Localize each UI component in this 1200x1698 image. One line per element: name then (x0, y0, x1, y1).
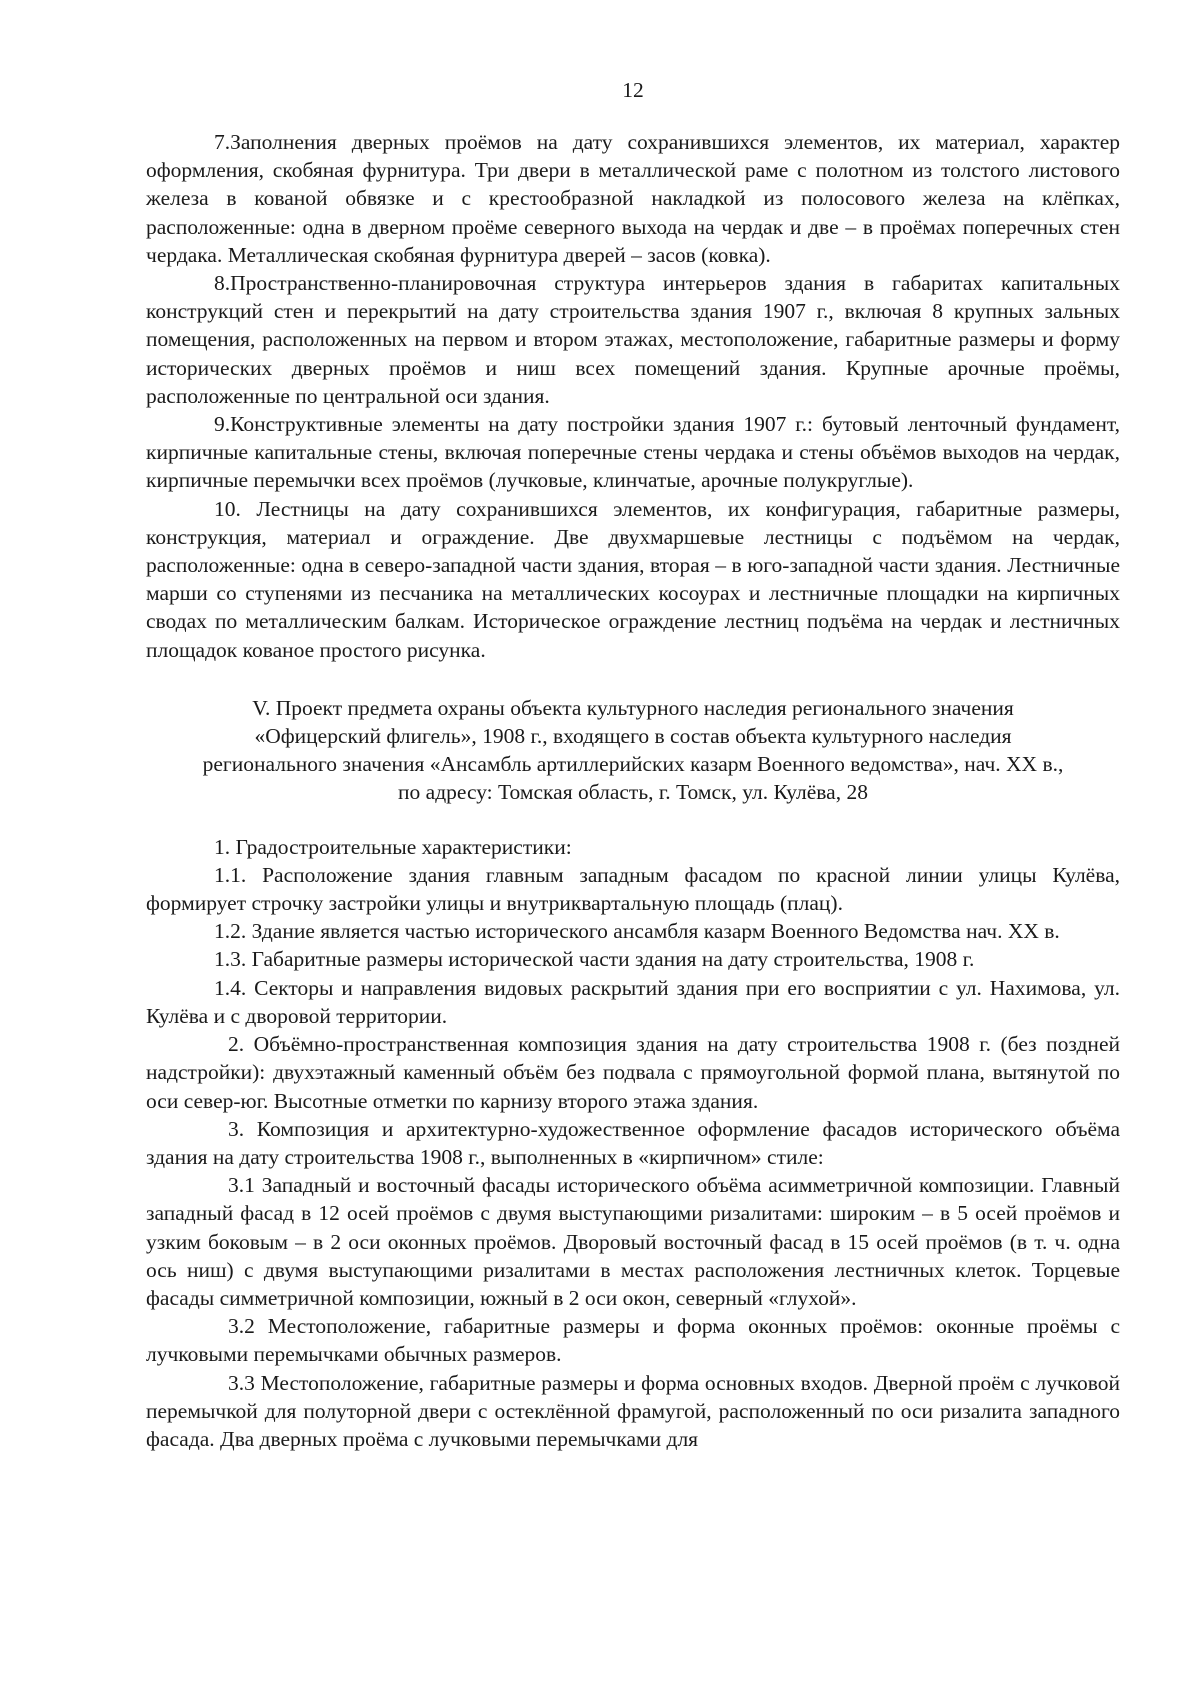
section-heading-line-1: V. Проект предмета охраны объекта культурного наследия регионального значения (252, 695, 1014, 720)
paragraph-1-2: 1.2. Здание является частью исторического ансамбля казарм Военного Ведомства нач. XX в. (214, 919, 1060, 944)
section-heading-line-3: регионального значения «Ансамбль артиллерийских казарм Военного ведомства», нач. XX в., (202, 752, 1064, 777)
paragraph-item-10: 10. Лестницы на дату сохранившихся элементов, их конфигурация, габаритные размеры, конструкция, материал и ограждение. Две двухмаршевые лестницы с подъёмом на чердак, расположенные: одна в северо-западной части здания, вторая – в юго-западной части здания. Лестничные марши со ступенями из песчаника на металлических косоурах и лестничные площадки на кирпичных сводах по металлическим балкам. Историческое ограждение лестниц подъёма на чердак и лестничных площадок кованое простого рисунка. (146, 496, 1120, 662)
paragraph-3-2: 3.2 Местоположение, габаритные размеры и форма оконных проёмов: оконные проёмы с лучковыми перемычками обычных размеров. (146, 1314, 1120, 1367)
paragraph-1-4: 1.4. Секторы и направления видовых раскрытий здания при его восприятии с ул. Нахимова, ул. Кулёва и с дворовой территории. (146, 975, 1120, 1028)
paragraph-1-1: 1.1. Расположение здания главным западным фасадом по красной линии улицы Кулёва, формирует строчку застройки улицы и внутриквартальную площадь (плац). (146, 862, 1120, 916)
paragraph-3-3: 3.3 Местоположение, габаритные размеры и форма основных входов. Дверной проём с лучковой перемычкой для полуторной двери с остеклённой фрамугой, расположенный по оси ризалита западного фасада. Два дверных проёма с лучковыми перемычками для (146, 1370, 1120, 1451)
section-heading-line-4: по адресу: Томская область, г. Томск, ул. Кулёва, 28 (398, 780, 868, 805)
section-heading (146, 694, 1120, 807)
paragraph-item-8: 8.Пространственно-планировочная структура интерьеров здания в габаритах капитальных конструкций стен и перекрытий на дату строительства здания 1907 г., включая 8 крупных зальных помещения, расположенных на первом и втором этажах, местоположение, габаритные размеры и форму исторических дверных проёмов и ниш всех помещений здания. Крупные арочные проёмы, расположенные по центральной оси здания. (146, 271, 1120, 408)
paragraph-3: 3. Композиция и архитектурно-художественное оформление фасадов исторического объёма здания на дату строительства 1908 г., выполненных в «кирпичном» стиле: (146, 1116, 1120, 1169)
section-heading-line-2: «Офицерский флигель», 1908 г., входящего в состав объекта культурного наследия (254, 724, 1012, 749)
paragraph-1-3: 1.3. Габаритные размеры исторической части здания на дату строительства, 1908 г. (214, 947, 975, 972)
document-page (146, 76, 1120, 1453)
page-number: 12 (622, 78, 644, 102)
paragraph-item-9: 9.Конструктивные элементы на дату постройки здания 1907 г.: бутовый ленточный фундамент, кирпичные капитальные стены, включая поперечные стены чердака и стены объёмов выходов на чердак, кирпичные перемычки всех проёмов (лучковые, клинчатые, арочные полукруглые). (146, 412, 1120, 493)
paragraph-urban-characteristics: 1. Градостроительные характеристики: (214, 834, 572, 859)
paragraph-3-1: 3.1 Западный и восточный фасады исторического объёма асимметричной композиции. Главный западный фасад в 12 осей проёмов с двумя выступающими ризалитами: широким – в 5 осей проёмов и узким боковым – в 2 оси оконных проёмов. Дворовый восточный фасад в 15 осей проёмов (в т. ч. одна ось ниш) с двумя выступающими ризалитами в местах расположения лестничных клеток. Торцевые фасады симметричной композиции, южный в 2 оси окон, северный «глухой». (146, 1173, 1120, 1310)
paragraph-2: 2. Объёмно-пространственная композиция здания на дату строительства 1908 г. (без поздней надстройки): двухэтажный каменный объём без подвала с прямоугольной формой плана, вытянутой по оси север-юг. Высотные отметки по карнизу второго этажа здания. (146, 1032, 1120, 1113)
paragraph-item-7: 7.Заполнения дверных проёмов на дату сохранившихся элементов, их материал, характер оформления, скобяная фурнитура. Три двери в металлической раме с полотном из толстого листового железа в кованой обвязке и с крестообразной накладкой из полосового железа на клёпках, расположенные: одна в дверном проёме северного выхода на чердак и две – в проёмах поперечных стен чердака. Металлическая скобяная фурнитура дверей – засов (ковка). (146, 130, 1120, 267)
